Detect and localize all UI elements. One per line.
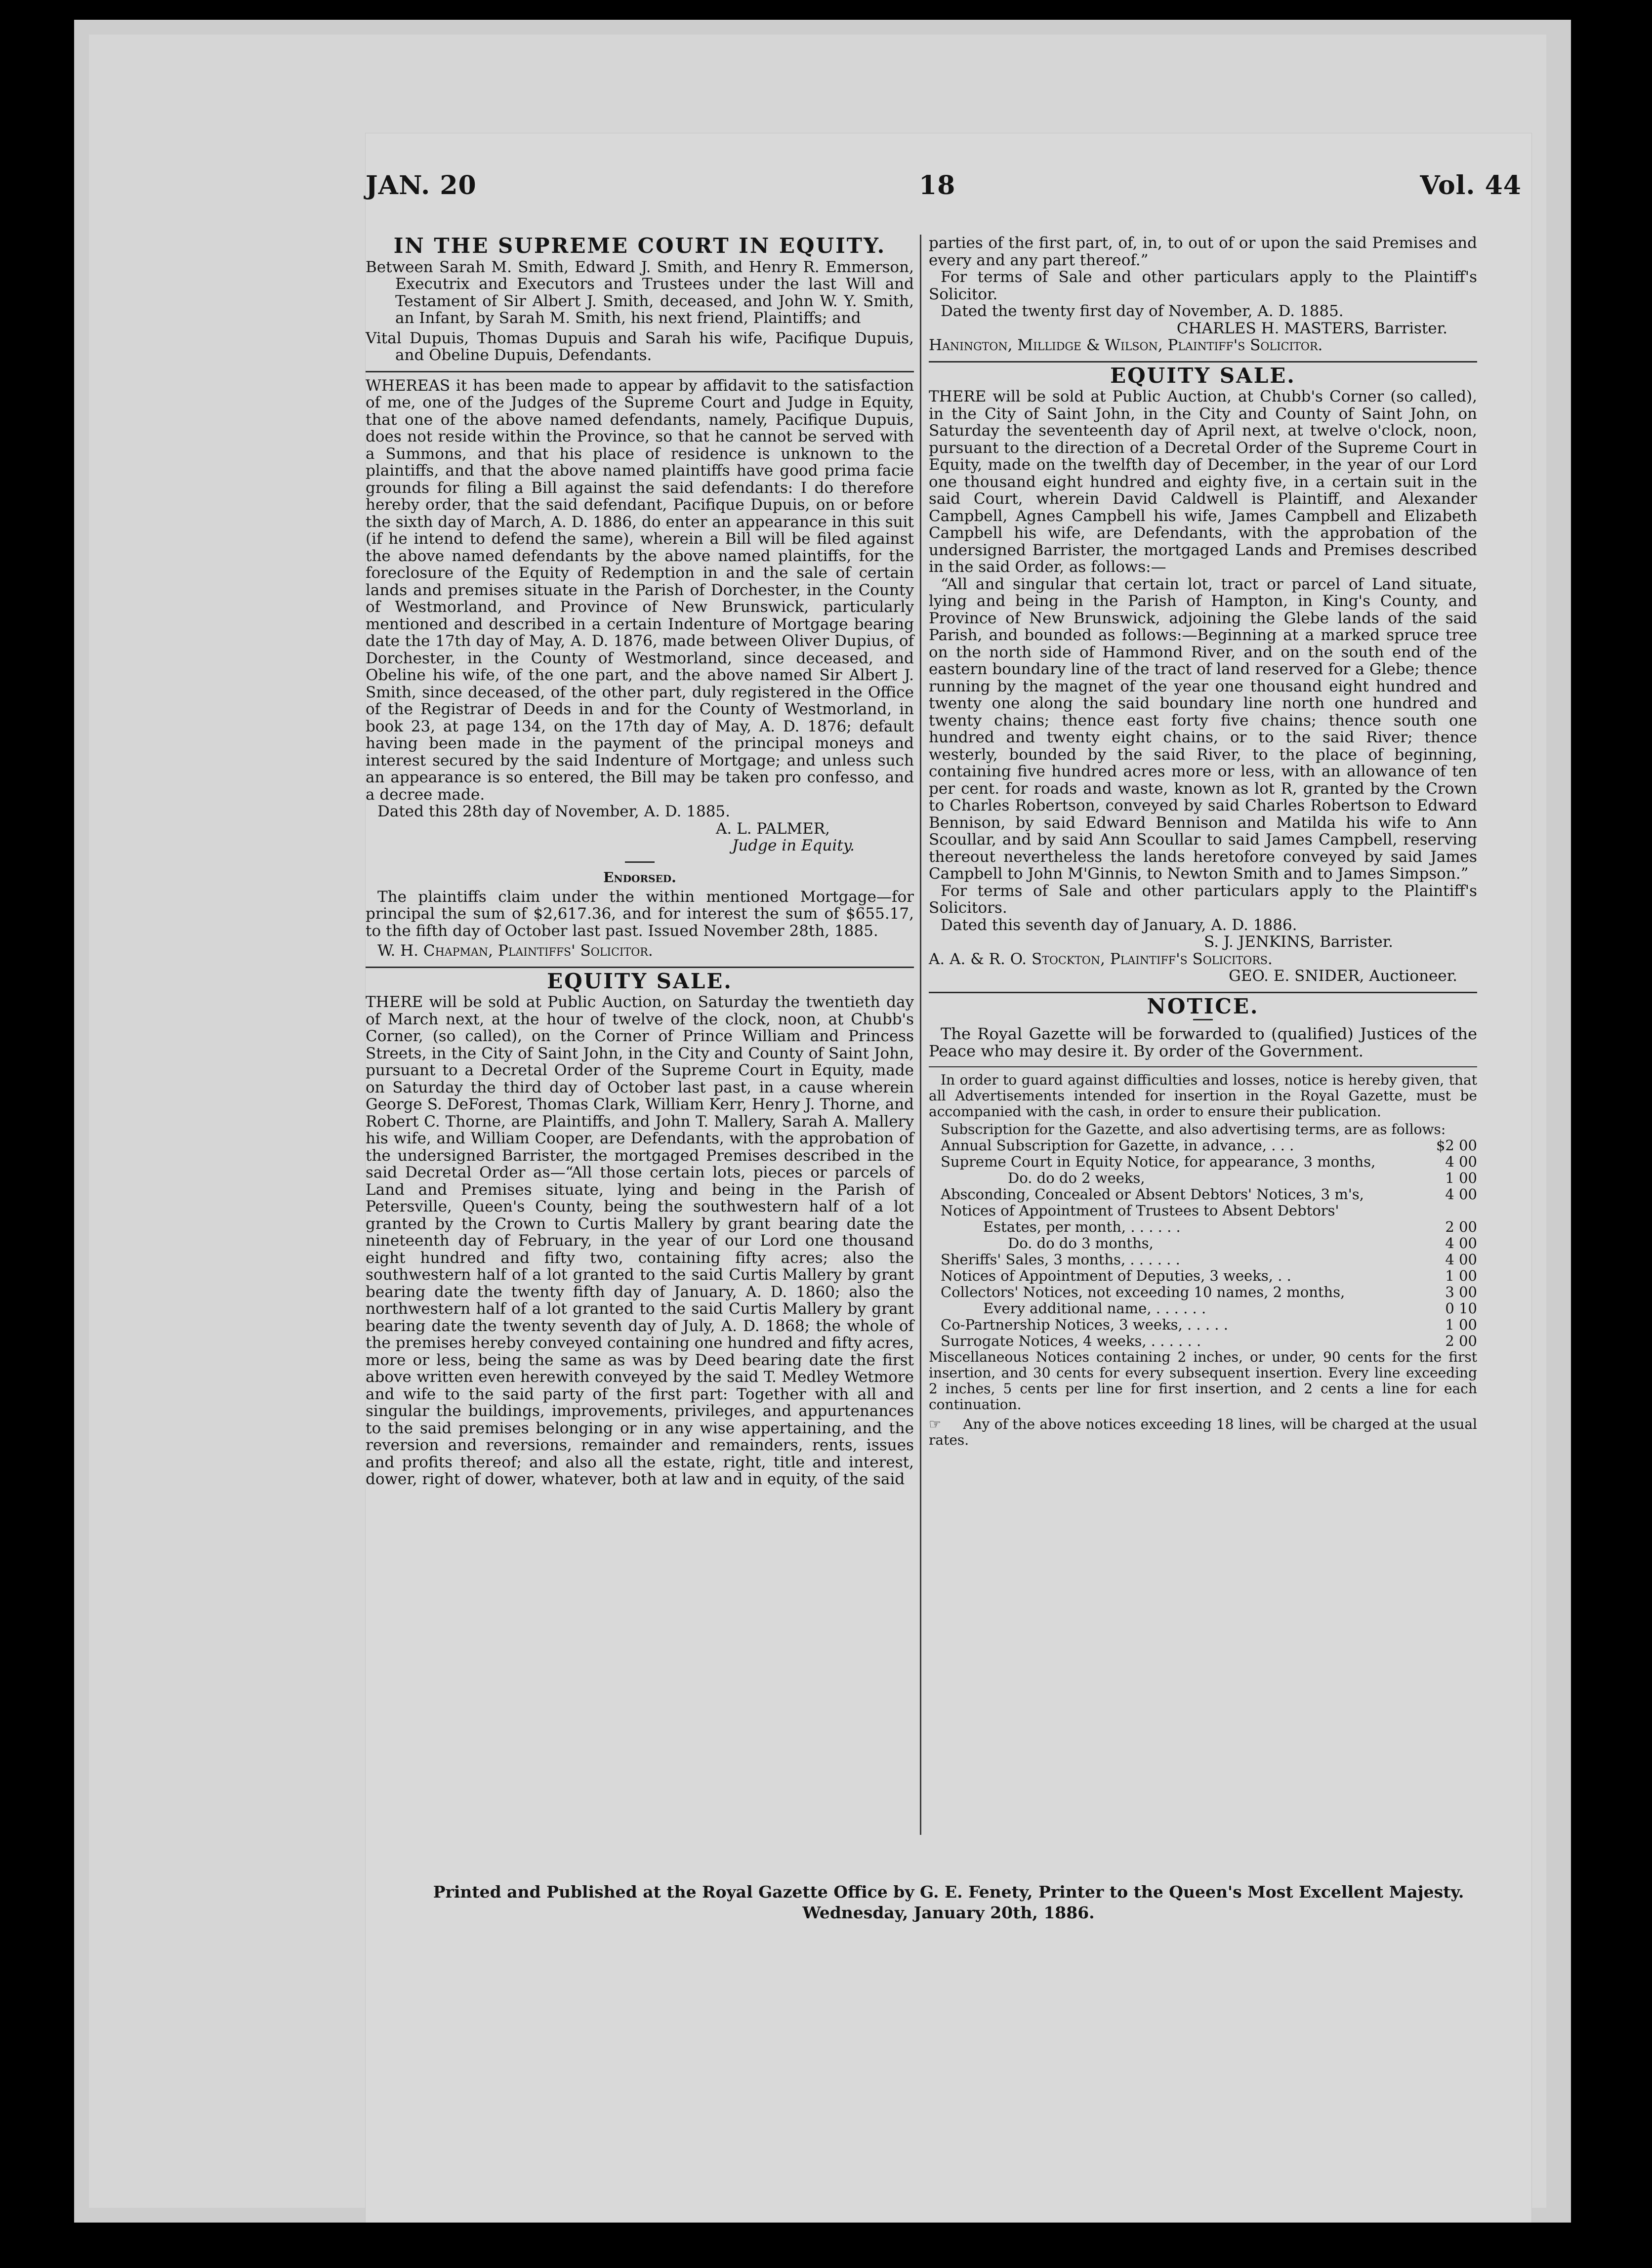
fee-row <box>929 1186 1477 1203</box>
divider <box>625 861 655 863</box>
fee-row <box>929 1317 1477 1333</box>
sale-date-2: Dated this seventh day of January, A. D. 1886. <box>941 916 1297 934</box>
issue-date: JAN. 20 <box>366 170 477 201</box>
fee-amount: $2 00 <box>1436 1137 1477 1154</box>
hand-note: Any of the above notices exceeding 18 lines, will be charged at the usual rates. <box>929 1416 1477 1448</box>
solicitors-line-2: A. A. & R. O. Stockton, Plaintiff's Solicitors. <box>929 950 1273 968</box>
auctioneer-name: GEO. E. SNIDER, Auctioneer. <box>1229 967 1457 985</box>
parties-defendants: Vital Dupuis, Thomas Dupuis and Sarah his wife, Pacifique Dupuis, and Obeline Dupuis, Defendants. <box>366 329 914 364</box>
fee-amount: 4 00 <box>1445 1235 1477 1252</box>
guard-notice: In order to guard against difficulties and losses, notice is hereby given, that all Advertisements intended for insertion in the Royal Gazette, must be accompanied with the cash, in order to ensure their publication. <box>929 1072 1477 1120</box>
barrister-name-2: S. J. JENKINS, Barrister. <box>1204 933 1393 951</box>
fee-label: Co-Partnership Notices, 3 weeks, . . . . . <box>941 1316 1228 1333</box>
misc-notice: Miscellaneous Notices containing 2 inches, or under, 90 cents for the first insertion, and 30 cents for every subsequent insertion. Every line exceeding 2 inches, 5 cents per line for first insertion, and 2 cents a line for each continuation. <box>929 1349 1477 1413</box>
fee-label: Notices of Appointment of Deputies, 3 weeks, . . <box>941 1267 1291 1284</box>
fee-amount: 4 00 <box>1445 1153 1477 1170</box>
fee-amount <box>1403 1203 1477 1219</box>
fee-label: Sheriffs' Sales, 3 months, . . . . . . <box>941 1251 1180 1268</box>
fee-label: Surrogate Notices, 4 weeks, . . . . . . <box>941 1333 1201 1349</box>
fee-amount: 4 00 <box>1445 1251 1477 1268</box>
divider <box>929 361 1477 363</box>
column-divider <box>920 235 921 1835</box>
imprint <box>366 1882 1531 1923</box>
parties-plaintiffs: Between Sarah M. Smith, Edward J. Smith, and Henry R. Emmerson, Executrix and Executors and Trustees under the last Will and Testament of Sir Albert J. Smith, deceased, and John W. Y. Smith, an Infant, by Sarah M. Smith, his next friend, Plaintiffs; and <box>366 258 914 327</box>
fee-row <box>929 1252 1477 1268</box>
fee-amount: 1 00 <box>1445 1170 1477 1186</box>
microfilm-frame <box>74 20 1571 2223</box>
solicitor-line: W. H. Chapman, Plaintiffs' Solicitor. <box>377 942 653 960</box>
court-heading: IN THE SUPREME COURT IN EQUITY. <box>393 234 886 258</box>
subscription-intro: Subscription for the Gazette, and also advertising terms, are as follows: <box>941 1121 1446 1137</box>
divider <box>1193 1019 1213 1020</box>
hand-note-row <box>929 1417 1477 1448</box>
fee-row <box>929 1170 1477 1186</box>
fee-label: Absconding, Concealed or Absent Debtors' Notices, 3 m's, <box>941 1186 1364 1203</box>
property-description: “All and singular that certain lot, tract or parcel of Land situate, lying and being in the Parish of Hampton, in King's County, and Province of New Brunswick, adjoining the Glebe lands of the said Parish, and bounded as follows:—Beginning at a marked spruce tree on the north side of Hammond River, and on the south end of the eastern boundary line of the tract of land reserved for a Glebe; thence running by the magnet of the year one thousand eight hundred and twenty one along the said boundary line north one hundred and twenty chains; thence east forty five chains; thence south one hundred and twenty eight chains, or to the said River; thence westerly, bounded by the said River, to the place of beginning, containing five hundred acres more or less, with an allowance of ten per cent. for roads and waste, known as lot R, granted by the Crown to Charles Robertson, conveyed by said Charles Robertson to Edward Bennison, by said Edward Bennison and Matilda his wife to Ann Scoullar, and by said Ann Scoullar to said James Campbell, reserving thereout nevertheless the lands heretofore conveyed by said James Campbell to John M'Ginnis, to Newton Smith and to James Simpson.” <box>929 575 1477 883</box>
terms-text-2: For terms of Sale and other particulars apply to the Plaintiff's Solicitors. <box>929 882 1477 917</box>
fee-row <box>929 1333 1477 1349</box>
fee-row <box>929 1268 1477 1284</box>
fee-amount: 1 00 <box>1445 1267 1477 1284</box>
judge-title: Judge in Equity. <box>732 837 855 854</box>
equity-sale-heading-2: EQUITY SALE. <box>1110 363 1296 388</box>
volume-number: Vol. 44 <box>1420 170 1522 201</box>
gazette-page <box>366 133 1531 2223</box>
fee-amount: 2 00 <box>1445 1218 1477 1235</box>
order-date: Dated this 28th day of November, A. D. 1885. <box>377 803 730 820</box>
equity-sale-text-2: THERE will be sold at Public Auction, at Chubb's Corner (so called), in the City of Saint John, in the City and County of Saint John, on Saturday the seventeenth day of April next, at twelve o'clock, noon, pursuant to the direction of a Decretal Order of the Supreme Court in Equity, made on the twelfth day of December, in the year of our Lord one thousand eight hundred and eighty five, in a certain suit in the said Court, wherein David Caldwell is Plaintiff, and Alexander Campbell, Agnes Campbell his wife, James Campbell and Elizabeth Campbell his wife, are Defendants, with the approbation of the undersigned Barrister, the mortgaged Lands and Premises described in the said Order, as follows:— <box>929 388 1477 576</box>
fee-label: Notices of Appointment of Trustees to Absent Debtors' <box>941 1202 1339 1219</box>
fee-label: Estates, per month, . . . . . . <box>983 1218 1181 1235</box>
fee-row <box>929 1137 1477 1154</box>
page-number: 18 <box>919 170 956 201</box>
fee-amount: 0 10 <box>1445 1300 1477 1317</box>
court-order-text: WHEREAS it has been made to appear by affidavit to the satisfaction of me, one of the Judges of the Supreme Court and Judge in Equity, that one of the above named defendants, namely, Pacifique Dupuis, does not reside within the Province, so that he cannot be served with a Summons, and that his place of residence is unknown to the plaintiffs, and that the above named plaintiffs have good prima facie grounds for filing a Bill against the said defendants: I do therefore hereby order, that the said defendant, Pacifique Dupuis, on or before the sixth day of March, A. D. 1886, do enter an appearance in this suit (if he intend to defend the same), wherein a Bill will be filed against the above named defendants by the above named plaintiffs, for the foreclosure of the Equity of Redemption in and the sale of certain lands and premises situate in the Parish of Dorchester, in the County of Westmorland, and Province of New Brunswick, particularly mentioned and described in a certain Indenture of Mortgage bearing date the 17th day of May, A. D. 1876, made between Oliver Dupius, of Dorchester, in the County of Westmorland, since deceased, and Obeline his wife, of the one part, and the above named Sir Albert J. Smith, since deceased, of the other part, duly registered in the Office of the Registrar of Deeds in and for the County of Westmorland, in book 23, at page 134, on the 17th day of May, A. D. 1876; default having been made in the payment of the principal moneys and interest secured by the said Indenture of Mortgage; and unless such an appearance is so entered, the Bill may be taken pro confesso, and a decree made. <box>366 376 914 804</box>
fee-row <box>929 1300 1477 1317</box>
divider <box>366 967 914 968</box>
endorsed-text: The plaintiffs claim under the within mentioned Mortgage—for principal the sum of $2,617.36, and for interest the sum of $655.17, to the fifth day of October last past. Issued November 28th, 1885. <box>366 888 914 940</box>
barrister-name: CHARLES H. MASTERS, Barrister. <box>1176 319 1447 337</box>
fee-row <box>929 1235 1477 1252</box>
solicitors-line: Hanington, Millidge & Wilson, Plaintiff's Solicitor. <box>929 336 1323 354</box>
fee-label: Every additional name, . . . . . . <box>983 1300 1206 1317</box>
notice-text: The Royal Gazette will be forwarded to (qualified) Justices of the Peace who may desire it. By order of the Government. <box>929 1024 1477 1060</box>
fee-amount: 4 00 <box>1445 1186 1477 1203</box>
fee-label: Collectors' Notices, not exceeding 10 names, 2 months, <box>941 1284 1345 1300</box>
fee-amount: 1 00 <box>1445 1316 1477 1333</box>
fee-row <box>929 1219 1477 1235</box>
equity-sale-text: THERE will be sold at Public Auction, on Saturday the twentieth day of March next, at the hour of twelve of the clock, noon, at Chubb's Corner, (so called), on the Corner of Prince William and Princess Streets, in the City of Saint John, in the City and County of Saint John, pursuant to a Decretal Order of the Supreme Court in Equity, made on Saturday the third day of October last past, in a cause wherein George S. DeForest, Thomas Clark, William Kerr, Henry J. Thorne, and Robert C. Thorne, are Plaintiffs, and John T. Mallery, Sarah A. Mallery his wife, and William Cooper, are Defendants, with the approbation of the undersigned Barrister, the mortgaged Premises described in the said Decretal Order as—“All those certain lots, pieces or parcels of Land and Premises situate, lying and being in the Parish of Petersville, Queen's County, being the southwestern half of a lot granted by the Crown to Curtis Mallery by grant bearing date the nineteenth day of February, in the year of our Lord one thousand eight hundred and fifty two, containing fifty acres; also the southwestern half of a lot granted to the said Curtis Mallery by grant bearing date the twenty fifth day of January, A. D. 1860; also the northwestern half of a lot granted to the said Curtis Mallery by grant bearing date the twenty seventh day of July, A. D. 1868; the whole of the premises hereby conveyed containing one hundred and fifty acres, more or less, being the same as was by Deed bearing date the first above written even herewith conveyed by the said T. Medley Wetmore and wife to the said party of the first part: Together with all and singular the buildings, improvements, privileges, and appurtenances to the said premises belonging or in any wise appertaining, and the reversion and reversions, remainder and remainders, rents, issues and profits thereof; and also all the estate, right, title and interest, dower, right of dower, whatever, both at law and in equity, of the said <box>366 993 914 1488</box>
fee-label: Annual Subscription for Gazette, in advance, . . . <box>941 1137 1294 1154</box>
equity-sale-heading: EQUITY SALE. <box>547 969 733 993</box>
fee-row <box>929 1154 1477 1170</box>
continuation-text: parties of the first part, of, in, to out of or upon the said Premises and every and any part thereof.” <box>929 234 1477 269</box>
endorsed-label: Endorsed. <box>603 869 676 886</box>
fee-row <box>929 1203 1477 1219</box>
fee-label: Do. do do 3 months, <box>1008 1235 1154 1252</box>
divider <box>366 371 914 372</box>
fee-table <box>929 1137 1477 1349</box>
divider <box>929 992 1477 993</box>
terms-text: For terms of Sale and other particulars apply to the Plaintiff's Solicitor. <box>929 268 1477 303</box>
right-column <box>929 235 1477 1448</box>
imprint-line-1: Printed and Published at the Royal Gazette Office by G. E. Fenety, Printer to the Queen's Most Excellent Majesty. <box>433 1882 1464 1902</box>
fee-amount: 2 00 <box>1445 1333 1477 1349</box>
page-background <box>89 35 1546 2208</box>
fee-label: Supreme Court in Equity Notice, for appearance, 3 months, <box>941 1153 1376 1170</box>
fee-amount: 3 00 <box>1445 1284 1477 1300</box>
masthead <box>366 170 1531 215</box>
divider <box>929 1066 1477 1067</box>
notice-heading: NOTICE. <box>1147 994 1259 1018</box>
sale-date: Dated the twenty first day of November, A. D. 1885. <box>941 302 1344 320</box>
judge-name: A. L. PALMER, <box>716 819 830 838</box>
fee-label: Do. do do 2 weeks, <box>1008 1170 1145 1186</box>
imprint-line-2: Wednesday, January 20th, 1886. <box>802 1903 1095 1922</box>
pointing-hand-icon: ☞ <box>929 1416 942 1432</box>
left-column <box>366 235 914 1488</box>
fee-row <box>929 1284 1477 1300</box>
